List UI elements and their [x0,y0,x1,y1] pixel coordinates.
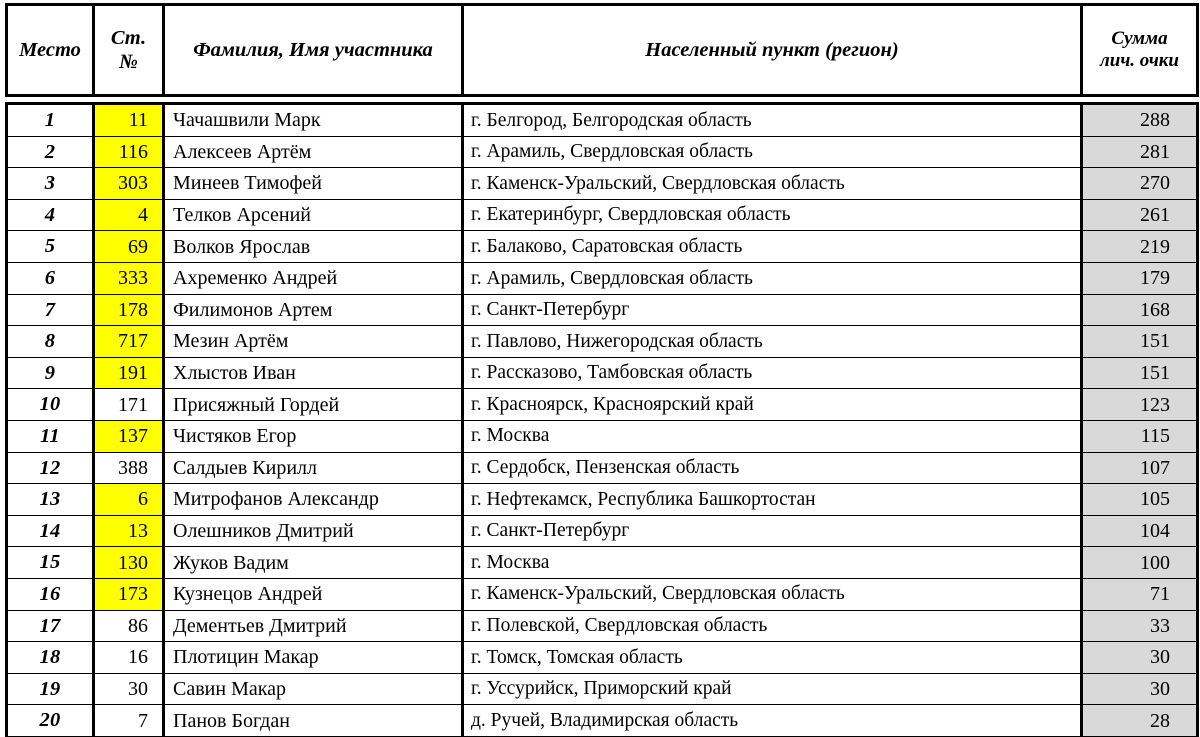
cell-start-number: 4 [94,199,164,231]
cell-score: 115 [1082,420,1198,452]
cell-participant-name: Савин Макар [164,673,463,705]
table-row [7,420,1198,452]
column-header-score-line1: Сумма [1111,27,1168,49]
table-row [7,262,1198,294]
cell-score: 28 [1082,705,1198,737]
cell-start-number: 30 [94,673,164,705]
cell-score: 281 [1082,136,1198,168]
cell-start-number: 6 [94,484,164,516]
cell-participant-name: Хлыстов Иван [164,357,463,389]
cell-locality: г. Каменск-Уральский, Свердловская область [463,168,1082,200]
cell-start-number: 171 [94,389,164,421]
column-header-place [7,5,94,96]
column-header-participant-label: Фамилия, Имя участника [193,38,433,61]
cell-place: 4 [7,199,94,231]
column-header-start-number-line1: Ст. [110,26,147,49]
table-row [7,452,1198,484]
cell-start-number: 16 [94,642,164,674]
cell-start-number: 191 [94,357,164,389]
cell-participant-name: Чачашвили Марк [164,104,463,137]
cell-locality: г. Полевской, Свердловская область [463,610,1082,642]
cell-score: 30 [1082,673,1198,705]
table-row [7,705,1198,737]
cell-place: 14 [7,515,94,547]
cell-score: 33 [1082,610,1198,642]
cell-score: 179 [1082,262,1198,294]
cell-start-number: 137 [94,420,164,452]
cell-locality: г. Белгород, Белгородская область [463,104,1082,137]
cell-place: 12 [7,452,94,484]
cell-locality: г. Москва [463,547,1082,579]
column-header-participant [164,5,463,96]
table-row [7,547,1198,579]
table-row [7,357,1198,389]
cell-place: 19 [7,673,94,705]
cell-participant-name: Олешников Дмитрий [164,515,463,547]
cell-locality: г. Нефтекамск, Республика Башкортостан [463,484,1082,516]
cell-start-number: 333 [94,262,164,294]
cell-place: 2 [7,136,94,168]
cell-place: 5 [7,231,94,263]
cell-score: 30 [1082,642,1198,674]
table-row [7,578,1198,610]
table-row [7,642,1198,674]
column-header-locality-label: Населенный пункт (регион) [645,38,899,61]
cell-score: 168 [1082,294,1198,326]
cell-start-number: 388 [94,452,164,484]
cell-start-number: 13 [94,515,164,547]
cell-locality: г. Санкт-Петербург [463,515,1082,547]
cell-start-number: 717 [94,326,164,358]
cell-participant-name: Мезин Артём [164,326,463,358]
cell-participant-name: Минеев Тимофей [164,168,463,200]
cell-participant-name: Кузнецов Андрей [164,578,463,610]
cell-score: 288 [1082,104,1198,137]
cell-participant-name: Присяжный Гордей [164,389,463,421]
table-row [7,515,1198,547]
cell-locality: г. Балаково, Саратовская область [463,231,1082,263]
cell-start-number: 178 [94,294,164,326]
cell-locality: д. Ручей, Владимирская область [463,705,1082,737]
cell-start-number: 303 [94,168,164,200]
cell-locality: г. Каменск-Уральский, Свердловская область [463,578,1082,610]
cell-score: 151 [1082,326,1198,358]
cell-score: 100 [1082,547,1198,579]
cell-start-number: 7 [94,705,164,737]
table-row [7,199,1198,231]
cell-place: 18 [7,642,94,674]
cell-participant-name: Жуков Вадим [164,547,463,579]
column-header-score-line2: лич. очки [1100,50,1179,71]
cell-place: 16 [7,578,94,610]
cell-locality: г. Арамиль, Свердловская область [463,262,1082,294]
cell-locality: г. Томск, Томская область [463,642,1082,674]
cell-place: 20 [7,705,94,737]
header-body-gap [7,96,1198,104]
table-row [7,610,1198,642]
header-row [7,5,1198,96]
cell-locality: г. Уссурийск, Приморский край [463,673,1082,705]
cell-participant-name: Волков Ярослав [164,231,463,263]
cell-participant-name: Панов Богдан [164,705,463,737]
cell-place: 6 [7,262,94,294]
cell-locality: г. Красноярск, Красноярский край [463,389,1082,421]
cell-locality: г. Арамиль, Свердловская область [463,136,1082,168]
cell-score: 104 [1082,515,1198,547]
cell-score: 123 [1082,389,1198,421]
cell-place: 15 [7,547,94,579]
cell-participant-name: Салдыев Кирилл [164,452,463,484]
header-body-gap-cell [7,96,1198,104]
cell-place: 3 [7,168,94,200]
cell-participant-name: Ахременко Андрей [164,262,463,294]
cell-place: 9 [7,357,94,389]
table-row [7,294,1198,326]
cell-place: 1 [7,104,94,137]
cell-participant-name: Плотицин Макар [164,642,463,674]
cell-start-number: 130 [94,547,164,579]
cell-score: 270 [1082,168,1198,200]
cell-score: 261 [1082,199,1198,231]
cell-locality: г. Москва [463,420,1082,452]
table-row [7,326,1198,358]
cell-score: 105 [1082,484,1198,516]
cell-score: 71 [1082,578,1198,610]
cell-locality: г. Сердобск, Пензенская область [463,452,1082,484]
cell-locality: г. Екатеринбург, Свердловская область [463,199,1082,231]
cell-score: 219 [1082,231,1198,263]
cell-participant-name: Филимонов Артем [164,294,463,326]
cell-locality: г. Рассказово, Тамбовская область [463,357,1082,389]
cell-place: 10 [7,389,94,421]
column-header-start-number-line2: № [119,51,138,73]
cell-participant-name: Телков Арсений [164,199,463,231]
table-row [7,104,1198,137]
cell-start-number: 86 [94,610,164,642]
cell-start-number: 173 [94,578,164,610]
cell-participant-name: Алексеев Артём [164,136,463,168]
table-row [7,136,1198,168]
column-header-locality [463,5,1082,96]
cell-participant-name: Чистяков Егор [164,420,463,452]
cell-participant-name: Митрофанов Александр [164,484,463,516]
table-body [7,104,1198,737]
cell-start-number: 11 [94,104,164,137]
cell-start-number: 69 [94,231,164,263]
cell-place: 13 [7,484,94,516]
table-row [7,231,1198,263]
cell-place: 17 [7,610,94,642]
table-row [7,168,1198,200]
cell-place: 7 [7,294,94,326]
cell-score: 107 [1082,452,1198,484]
cell-place: 8 [7,326,94,358]
cell-score: 151 [1082,357,1198,389]
cell-locality: г. Павлово, Нижегородская область [463,326,1082,358]
table-header [7,5,1198,104]
column-header-score [1082,5,1198,96]
cell-participant-name: Дементьев Дмитрий [164,610,463,642]
cell-place: 11 [7,420,94,452]
cell-locality: г. Санкт-Петербург [463,294,1082,326]
column-header-start-number [94,5,164,96]
table-row [7,673,1198,705]
cell-start-number: 116 [94,136,164,168]
column-header-place-label: Место [19,38,81,61]
table-row [7,484,1198,516]
table-row [7,389,1198,421]
results-table [5,3,1199,737]
